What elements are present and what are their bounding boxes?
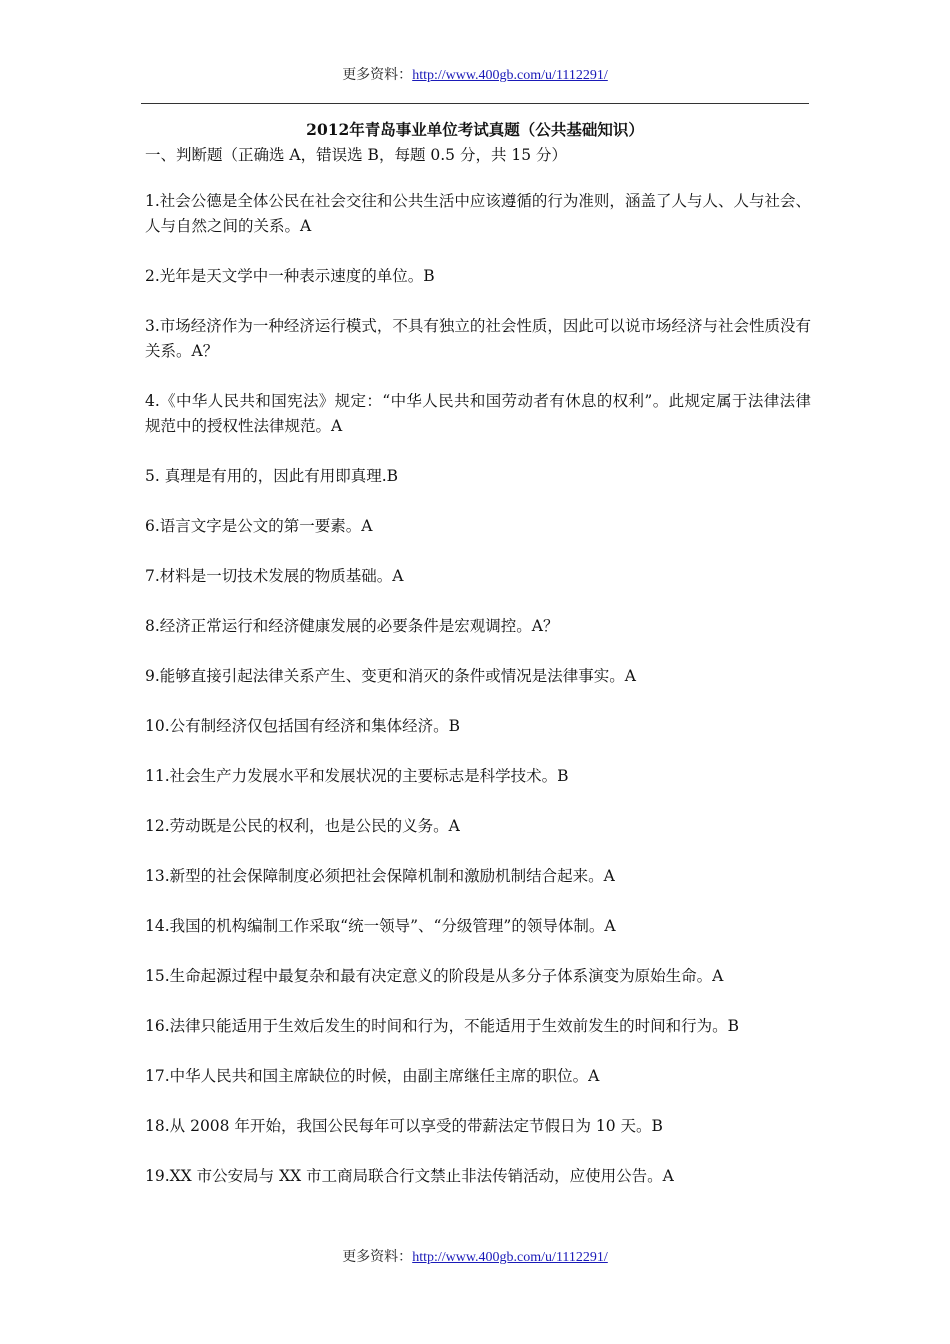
page-footer — [0, 1246, 950, 1266]
question-16: 16.法律只能适用于生效后发生的时间和行为，不能适用于生效前发生的时间和行为。B — [145, 1017, 740, 1035]
question-6: 6.语言文字是公文的第一要素。A — [145, 517, 373, 535]
question-10: 10.公有制经济仅包括国有经济和集体经济。B — [145, 717, 461, 735]
footer-link[interactable]: http://www.400gb.com/u/1112291/ — [412, 1250, 608, 1265]
section-heading: 一、判断题（正确选 A，错误选 B，每题 0.5 分，共 15 分） — [145, 146, 568, 164]
question-17: 17.中华人民共和国主席缺位的时候，由副主席继任主席的职位。A — [145, 1067, 600, 1085]
question-18: 18.从 2008 年开始，我国公民每年可以享受的带薪法定节假日为 10 天。B — [145, 1117, 663, 1135]
header-link[interactable]: http://www.400gb.com/u/1112291/ — [412, 68, 608, 83]
question-12: 12.劳动既是公民的权利，也是公民的义务。A — [145, 817, 460, 835]
question-4: 4.《中华人民共和国宪法》规定：“中华人民共和国劳动者有休息的权利”。此规定属于法律法律规范中的授权性法律规范。A — [145, 392, 811, 435]
question-7: 7.材料是一切技术发展的物质基础。A — [145, 567, 404, 585]
question-1: 1.社会公德是全体公民在社会交往和公共生活中应该遵循的行为准则，涵盖了人与人、人与社会、人与自然之间的关系。A — [145, 192, 811, 235]
question-13: 13.新型的社会保障制度必须把社会保障机制和激励机制结合起来。A — [145, 867, 615, 885]
footer-label: 更多资料： — [342, 1249, 413, 1265]
question-19: 19.XX 市公安局与 XX 市工商局联合行文禁止非法传销活动，应使用公告。A — [145, 1167, 674, 1185]
page-header — [0, 64, 950, 84]
question-11: 11.社会生产力发展水平和发展状况的主要标志是科学技术。B — [145, 767, 569, 785]
question-9: 9.能够直接引起法律关系产生、变更和消灭的条件或情况是法律事实。A — [145, 667, 636, 685]
question-3: 3.市场经济作为一种经济运行模式，不具有独立的社会性质，因此可以说市场经济与社会性质没有关系。A？ — [145, 317, 811, 360]
question-8: 8.经济正常运行和经济健康发展的必要条件是宏观调控。A？ — [145, 617, 559, 635]
question-15: 15.生命起源过程中最复杂和最有决定意义的阶段是从多分子体系演变为原始生命。A — [145, 967, 724, 985]
header-rule — [141, 103, 809, 104]
question-list — [145, 189, 811, 1214]
header-label: 更多资料： — [342, 67, 413, 83]
document-title: 2012年青岛事业单位考试真题（公共基础知识） — [306, 120, 644, 139]
question-14: 14.我国的机构编制工作采取“统一领导”、“分级管理”的领导体制。A — [145, 917, 616, 935]
question-5: 5. 真理是有用的，因此有用即真理.B — [145, 467, 399, 485]
question-2: 2.光年是天文学中一种表示速度的单位。B — [145, 267, 435, 285]
